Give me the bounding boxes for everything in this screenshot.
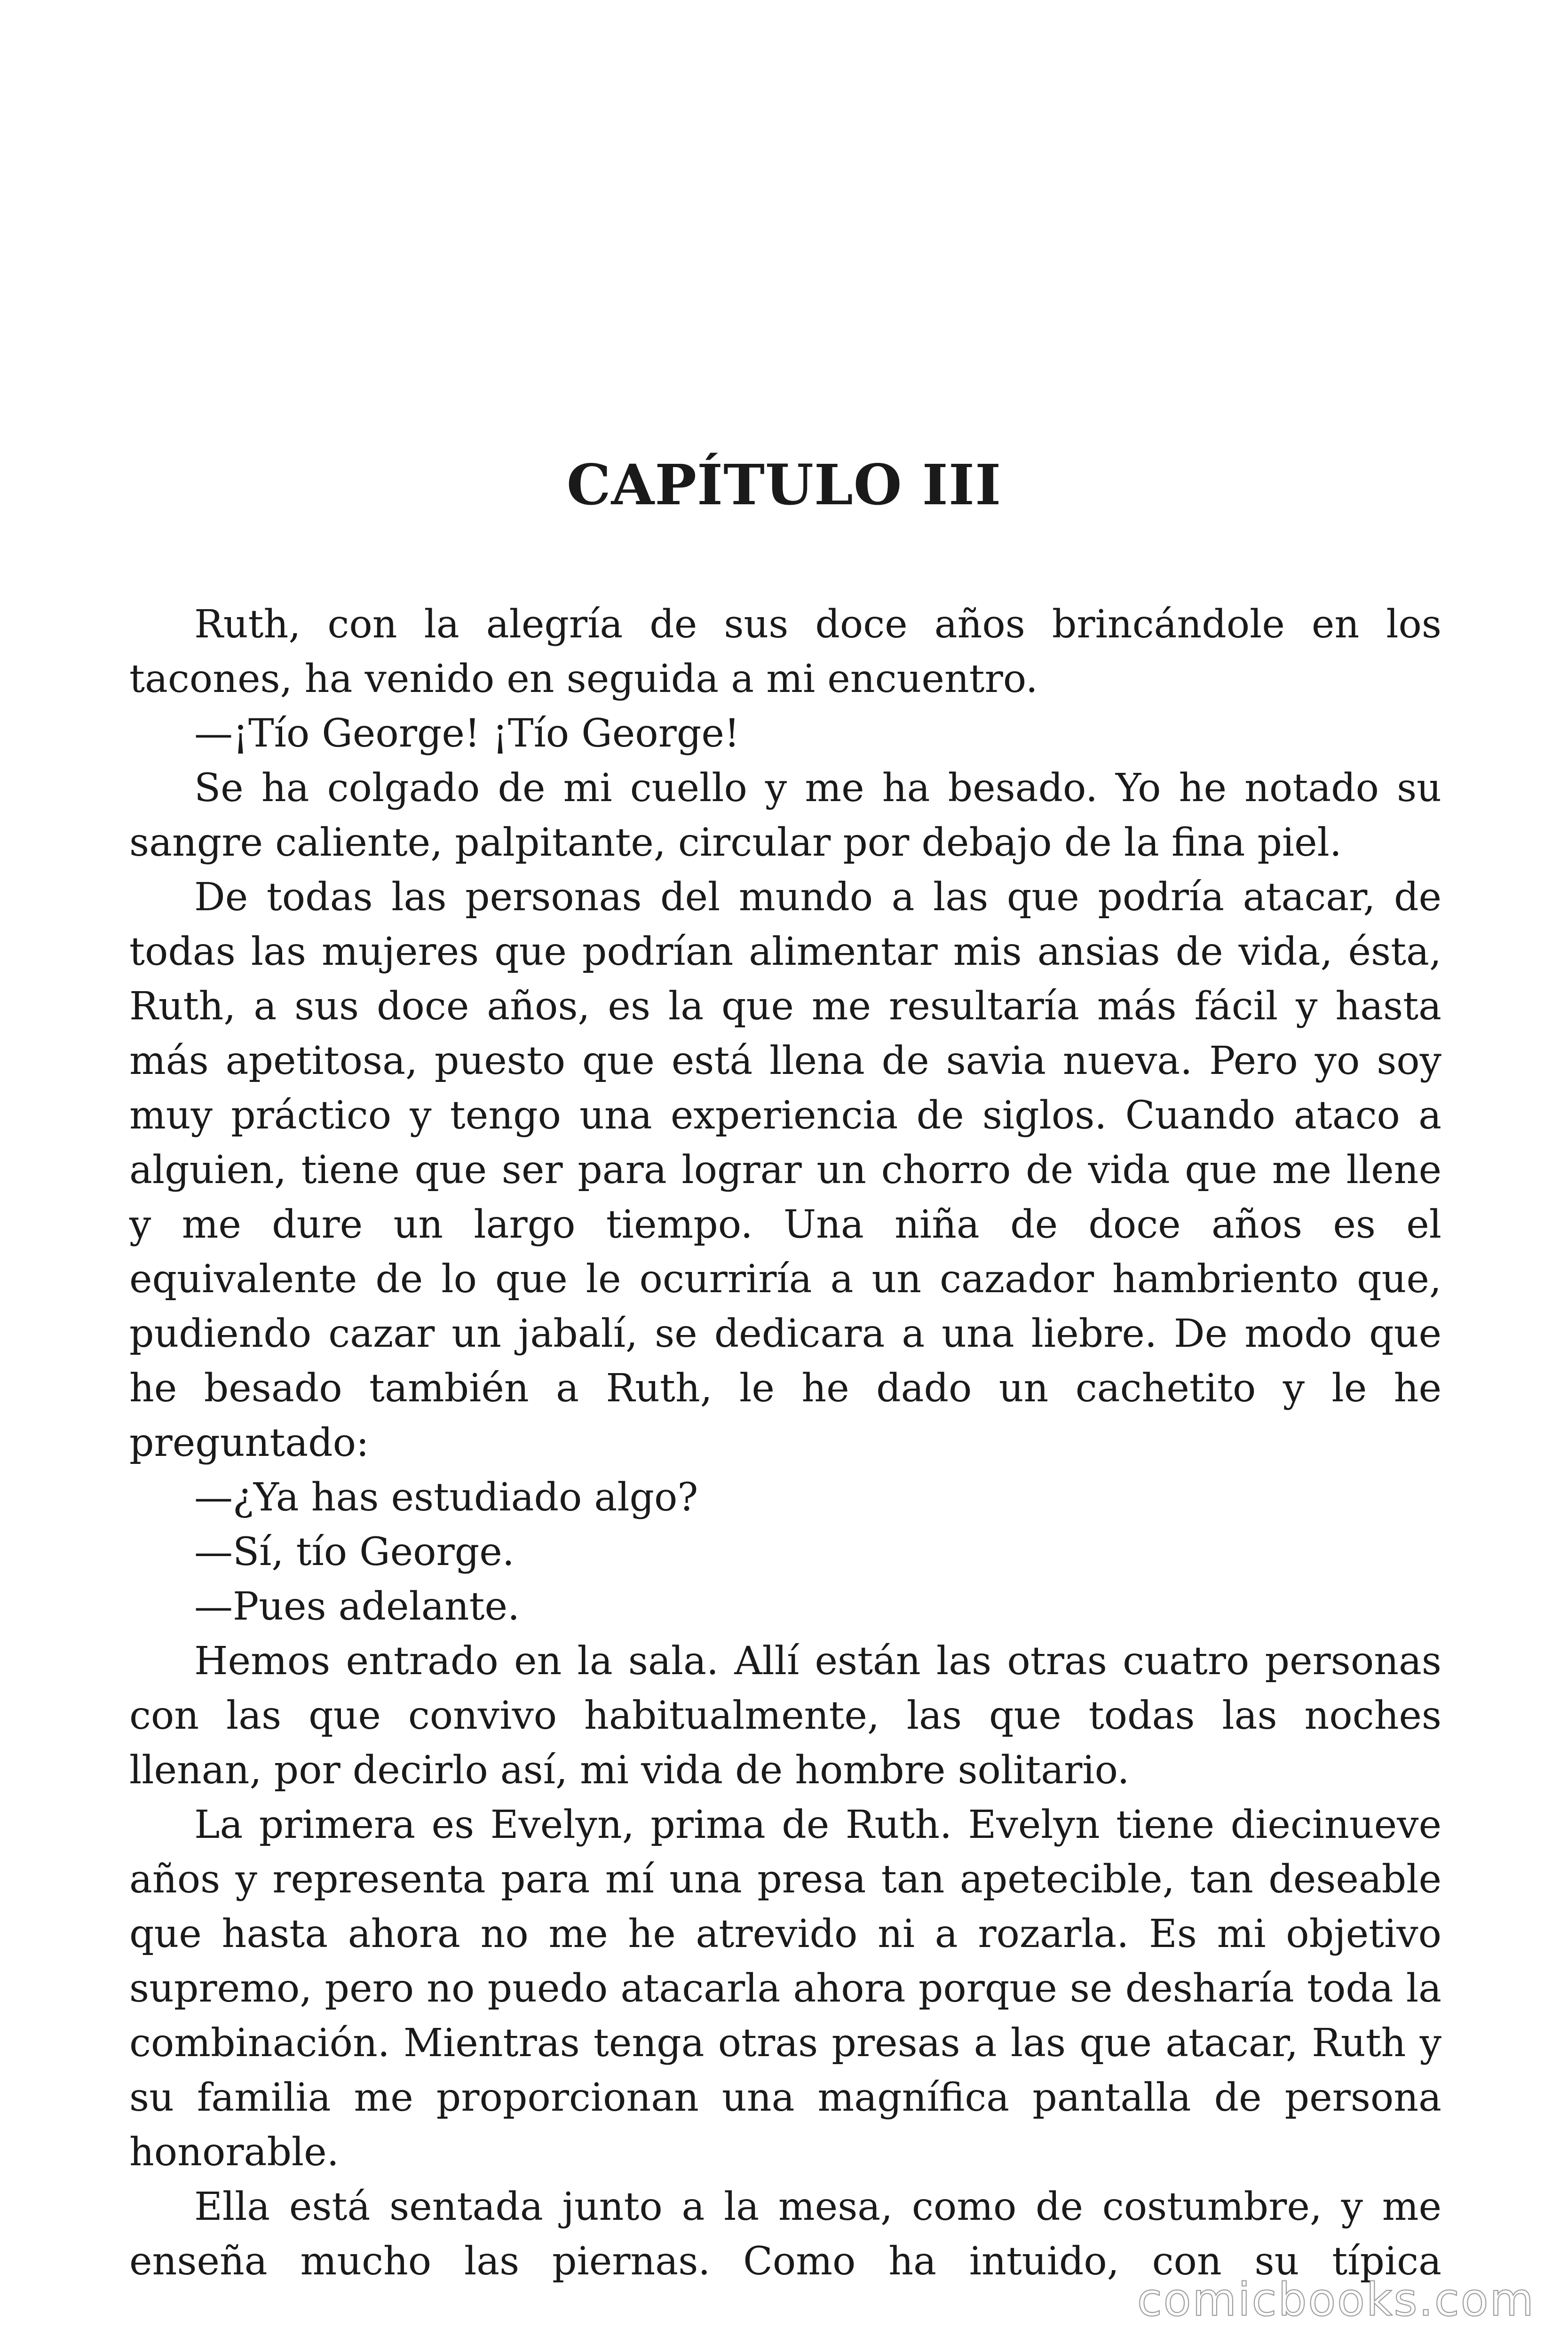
paragraph: De todas las personas del mundo a las que podría atacar, de todas las mujeres que podrían alimentar mis ansias de vida, ésta, Ruth, a sus doce años, es la que me resultaría más fácil y hasta más apetitosa, puesto que está llena de savia nueva. Pero yo soy muy práctico y tengo una experiencia de siglos. Cuando ataco a alguien, tiene que ser para lograr un chorro de vida que me llene y me dure un largo tiempo. Una niña de doce años es el equivalente de lo que le ocurriría a un cazador hambriento que, pudiendo cazar un jabalí, se dedicara a una liebre. De modo que he besado también a Ruth, le he dado un cachetito y le he preguntado: bbox=[129, 875, 1441, 1465]
paragraph: Hemos entrado en la sala. Allí están las otras cuatro personas con las que convivo habitualmente, las que todas las noches llenan, por decirlo así, mi vida de hombre solitario. bbox=[129, 1639, 1441, 1793]
paragraph: —Sí, tío George. bbox=[194, 1530, 515, 1574]
watermark-logo: comicbooks.com bbox=[1137, 2273, 1535, 2326]
chapter-title: CAPÍTULO III bbox=[566, 452, 1002, 517]
paragraph: —¡Tío George! ¡Tío George! bbox=[194, 711, 740, 756]
paragraph: —Pues adelante. bbox=[194, 1584, 520, 1629]
paragraph: Ella está sentada junto a la mesa, como de costumbre, y me enseña mucho las piernas. Como ha intuido, con su típica bbox=[129, 2185, 1441, 2284]
paragraph: La primera es Evelyn, prima de Ruth. Evelyn tiene diecinueve años y representa para mí una presa tan apetecible, tan deseable que hasta ahora no me he atrevido ni a rozarla. Es mi objetivo supremo, pero no puedo atacarla ahora porque se desharía toda la combinación. Mientras tenga otras presas a las que atacar, Ruth y su familia me proporcionan una magnífica pantalla de persona honorable. bbox=[129, 1803, 1441, 2175]
chapter-body bbox=[129, 597, 1441, 2289]
paragraph: —¿Ya has estudiado algo? bbox=[194, 1475, 698, 1520]
paragraph: Se ha colgado de mi cuello y me ha besado. Yo he notado su sangre caliente, palpitante, circular por debajo de la fina piel. bbox=[129, 766, 1441, 865]
paragraph: Ruth, con la alegría de sus doce años brincándole en los tacones, ha venido en seguida a mi encuentro. bbox=[129, 602, 1441, 701]
